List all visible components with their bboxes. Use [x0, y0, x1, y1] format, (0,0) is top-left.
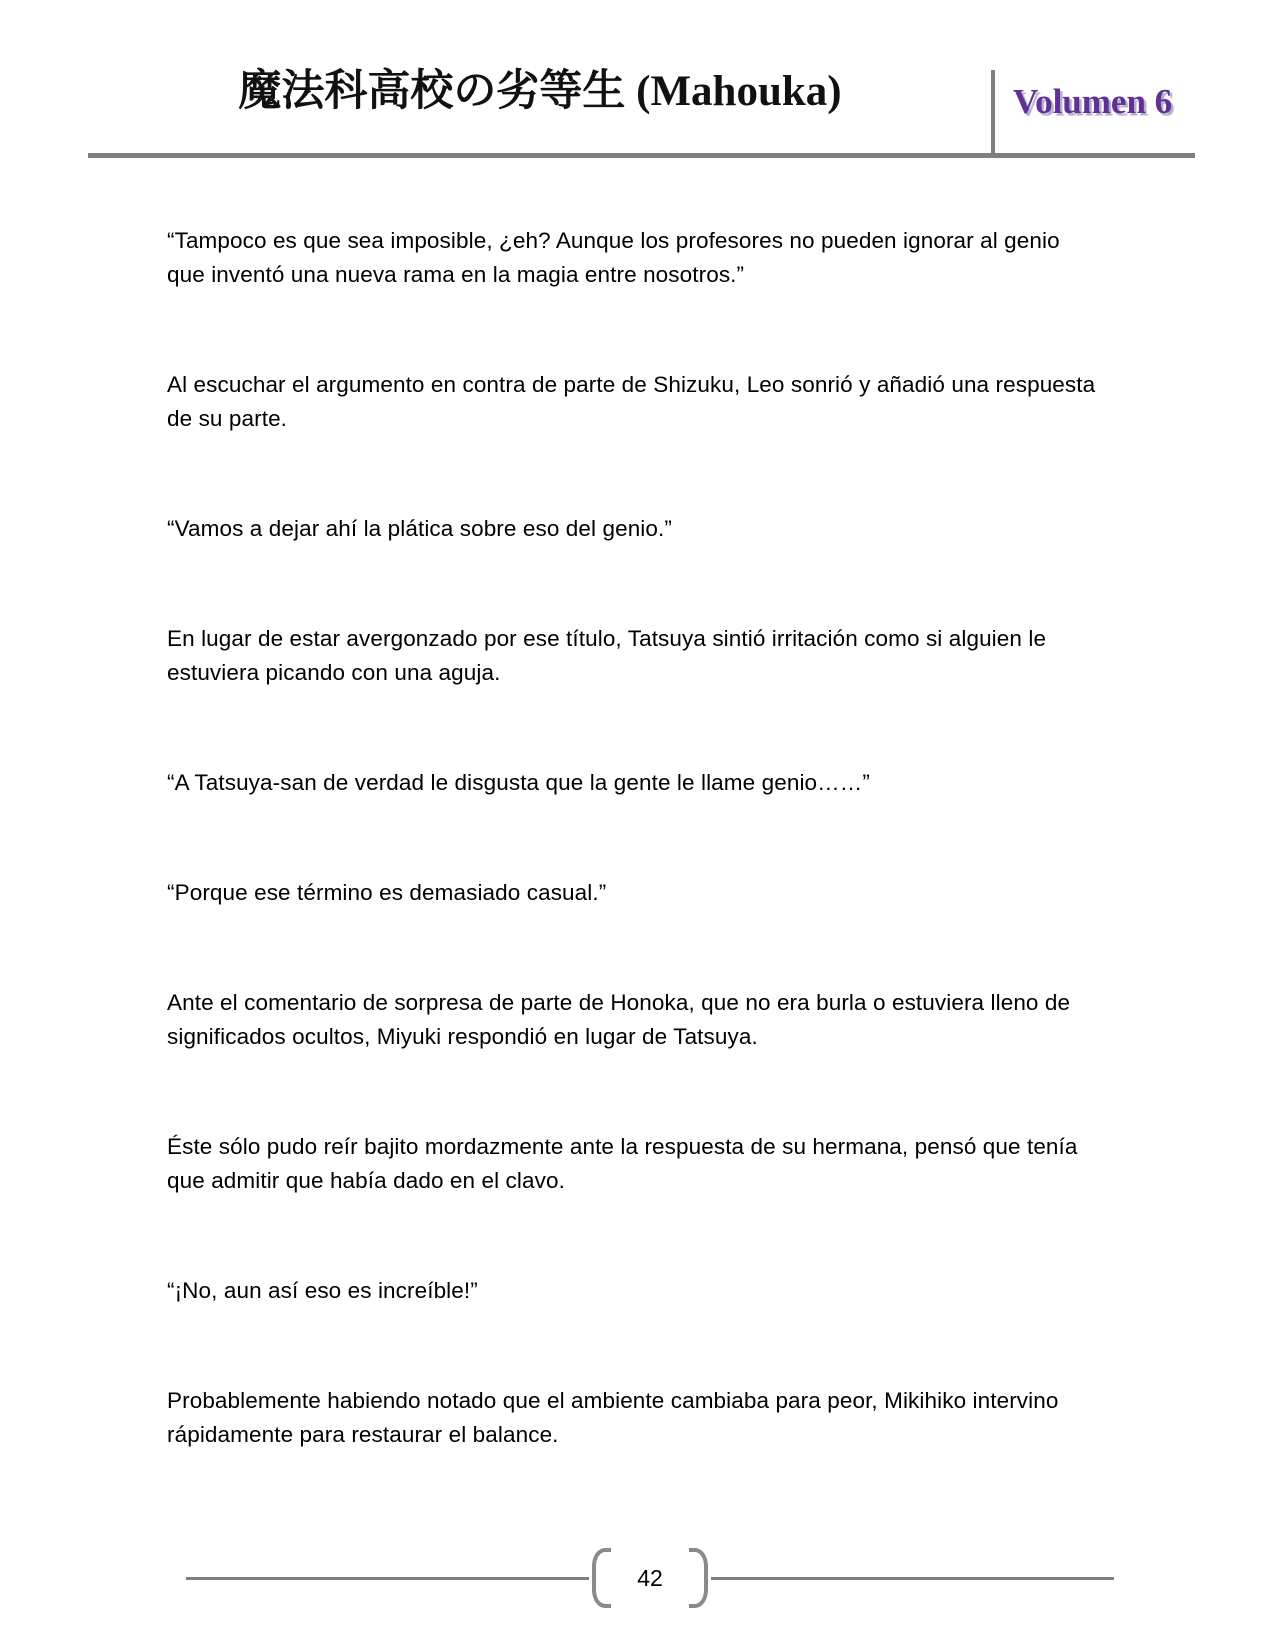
- paragraph: Ante el comentario de sorpresa de parte de Honoka, que no era burla o estuviera lleno de significados ocultos, Miyuki respondió en lugar de Tatsuya.: [167, 990, 1071, 1049]
- paragraph: Al escuchar el argumento en contra de parte de Shizuku, Leo sonrió y añadió una respuesta de su parte.: [167, 372, 1096, 431]
- header-divider: [991, 70, 995, 158]
- footer-line-left: [186, 1577, 589, 1580]
- paragraph: “Tampoco es que sea imposible, ¿eh? Aunque los profesores no pueden ignorar al genio que inventó una nueva rama en la magia entre nosotros.”: [167, 228, 1060, 287]
- paragraph: Éste sólo pudo reír bajito mordazmente ante la respuesta de su hermana, pensó que tenía que admitir que había dado en el clavo.: [167, 1134, 1078, 1193]
- paragraph: “Vamos a dejar ahí la plática sobre eso del genio.”: [167, 516, 672, 541]
- paragraph: “A Tatsuya-san de verdad le disgusta que la gente le llame genio……”: [167, 770, 870, 795]
- paragraph: “Porque ese término es demasiado casual.”: [167, 880, 607, 905]
- page-footer: [186, 1548, 1114, 1608]
- header-rule: [88, 153, 1195, 158]
- left-bracket-icon: [592, 1548, 611, 1608]
- right-bracket-icon: [689, 1548, 708, 1608]
- page-number: 42: [637, 1564, 663, 1591]
- footer-line-right: [711, 1577, 1114, 1580]
- paragraph: En lugar de estar avergonzado por ese título, Tatsuya sintió irritación como si alguien le estuviera picando con una aguja.: [167, 626, 1047, 685]
- paragraph: Probablemente habiendo notado que el ambiente cambiaba para peor, Mikihiko intervino rápidamente para restaurar el balance.: [167, 1388, 1059, 1447]
- page-body: [167, 224, 1099, 1528]
- paragraph: “¡No, aun así eso es increíble!”: [167, 1278, 478, 1303]
- page-title: 魔法科高校の劣等生 (Mahouka): [238, 68, 842, 115]
- volume-label: Volumen 6: [1013, 82, 1173, 121]
